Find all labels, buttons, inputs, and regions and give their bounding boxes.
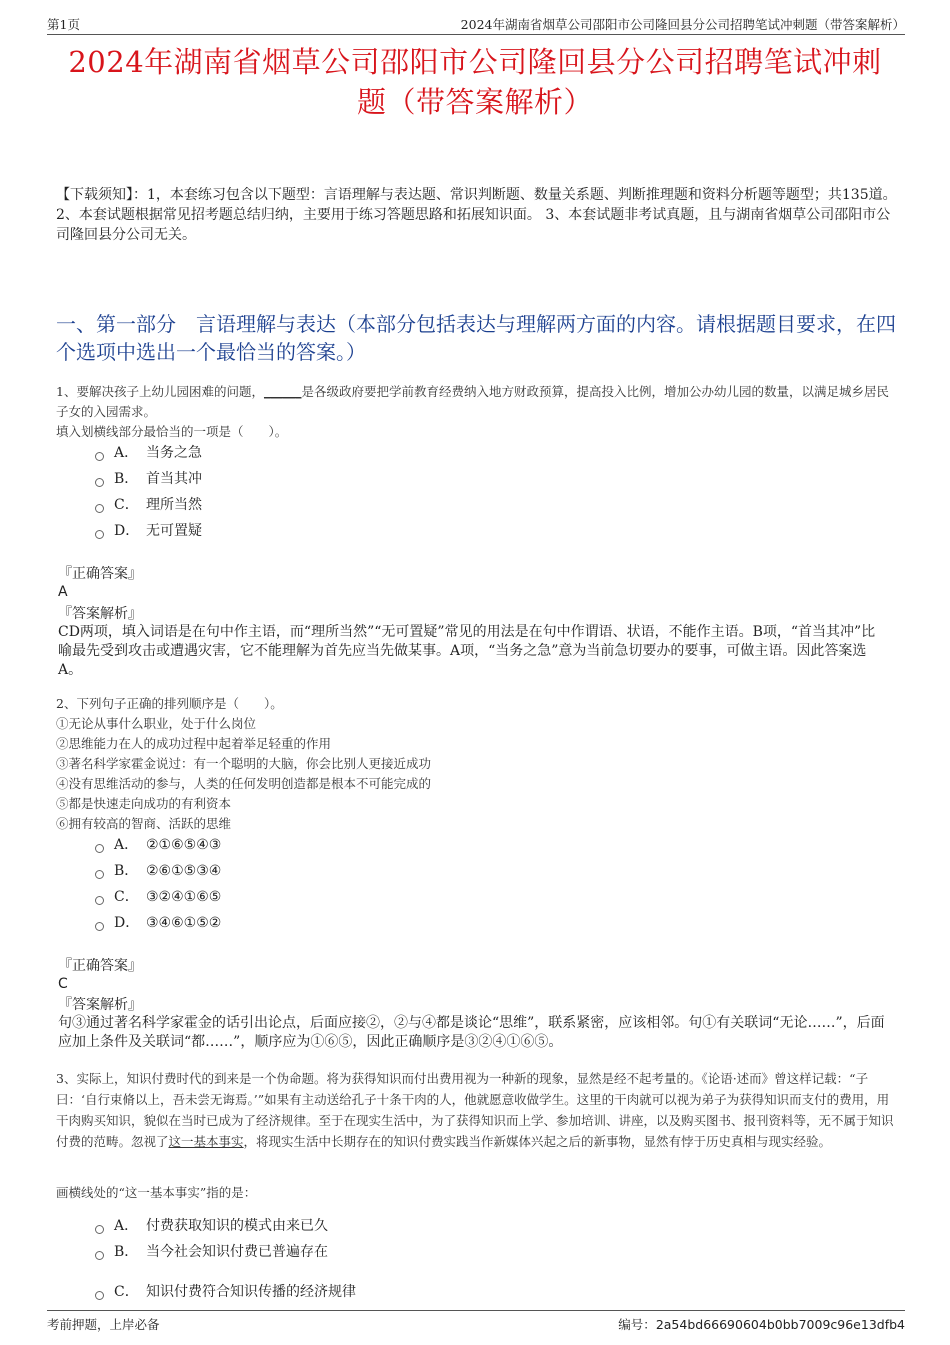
option-letter: C． xyxy=(114,1284,139,1300)
q1-option-c[interactable] xyxy=(95,494,202,516)
q2-correct-label: 『正确答案』 xyxy=(58,958,142,974)
q3-option-c[interactable] xyxy=(95,1281,356,1303)
q3-option-b[interactable] xyxy=(95,1241,328,1263)
q1-correct-label: 『正确答案』 xyxy=(58,566,142,582)
page-number: 第1页 xyxy=(47,17,80,32)
q1-option-a[interactable] xyxy=(95,442,202,464)
option-letter: D． xyxy=(114,523,140,539)
q2-line: ②思维能力在人的成功过程中起着举足轻重的作用 xyxy=(56,736,332,751)
option-letter: C． xyxy=(114,889,139,905)
radio-icon[interactable] xyxy=(95,452,104,461)
title-line-1: 2024年湖南省烟草公司邵阳市公司隆回县分公司招聘笔试冲刺 xyxy=(68,45,882,79)
footer-code xyxy=(618,1315,905,1333)
page-footer xyxy=(47,1310,905,1335)
radio-icon[interactable] xyxy=(95,1251,104,1260)
radio-icon[interactable] xyxy=(95,1291,104,1300)
q1-option-d[interactable] xyxy=(95,520,202,542)
header-doc-title: 2024年湖南省烟草公司邵阳市公司隆回县分公司招聘笔试冲刺题（带答案解析） xyxy=(460,17,905,32)
document-title xyxy=(40,42,910,122)
q2-option-a[interactable] xyxy=(95,834,221,856)
option-text: 理所当然 xyxy=(146,497,202,513)
option-text: ②⑥①⑤③④ xyxy=(146,863,222,879)
q1-analysis-label: 『答案解析』 xyxy=(58,606,142,622)
option-letter: B． xyxy=(114,1244,139,1260)
q2-analysis-label: 『答案解析』 xyxy=(58,997,142,1013)
q1-answer: A xyxy=(58,584,68,600)
q2-answer: C xyxy=(58,976,68,992)
q2-analysis: 句③通过著名科学家霍金的话引出论点，后面应接②，②与④都是谈论“思维”，联系紧密，应该相邻。句①有关联词“无论……”，后面应加上条件及关联词“都……”，顺序应为①⑥⑤，因此正确顺序是③②④①⑥⑤。 xyxy=(58,1015,885,1050)
q3-option-a[interactable] xyxy=(95,1215,328,1237)
q2-line: ⑥拥有较高的智商、活跃的思维 xyxy=(56,816,232,831)
q1-option-b[interactable] xyxy=(95,468,202,490)
option-letter: B． xyxy=(114,471,139,487)
radio-icon[interactable] xyxy=(95,530,104,539)
question-1-prompt: 填入划横线部分最恰当的一项是（ ）。 xyxy=(56,424,288,439)
option-text: 知识付费符合知识传播的经济规律 xyxy=(146,1284,356,1300)
option-text: 当今社会知识付费已普遍存在 xyxy=(146,1244,328,1260)
code-value: 2a54bd66690604b0bb7009c96e13dfb4 xyxy=(655,1317,905,1332)
q2-option-b[interactable] xyxy=(95,860,221,882)
question-3-stem xyxy=(56,1068,901,1152)
q2-option-c[interactable] xyxy=(95,886,221,908)
q1-stem-part-a: 1、要解决孩子上幼儿园困难的问题， xyxy=(56,384,264,399)
option-letter: A． xyxy=(114,1218,139,1234)
q1-stem-part-b: 是各级政府要把学前教育经费纳入地方财政预算，提高投入比例，增加公办幼儿园的数量，以满足城乡居民子女的入园需求。 xyxy=(56,384,889,419)
radio-icon[interactable] xyxy=(95,844,104,853)
option-text: ③④⑥①⑤② xyxy=(146,915,222,931)
q2-line: ④没有思维活动的参与，人类的任何发明创造都是根本不可能完成的 xyxy=(56,776,432,791)
q3-underlined-phrase: 这一基本事实 xyxy=(168,1134,244,1149)
q2-line: ⑤都是快速走向成功的有利资本 xyxy=(56,796,232,811)
option-text: ③②④①⑥⑤ xyxy=(146,889,222,905)
option-text: ②①⑥⑤④③ xyxy=(146,837,222,853)
question-3-prompt: 画横线处的“这一基本事实”指的是： xyxy=(56,1185,257,1200)
page-header xyxy=(47,14,905,35)
radio-icon[interactable] xyxy=(95,870,104,879)
q2-line: ③著名科学家霍金说过：有一个聪明的大脑，你会比别人更接近成功 xyxy=(56,756,432,771)
q2-line: ①无论从事什么职业，处于什么岗位 xyxy=(56,716,257,731)
option-letter: B． xyxy=(114,863,139,879)
code-label: 编号： xyxy=(618,1317,656,1332)
footer-slogan: 考前押题，上岸必备 xyxy=(47,1317,160,1332)
option-text: 无可置疑 xyxy=(146,523,202,539)
option-text: 付费获取知识的模式由来已久 xyxy=(146,1218,328,1234)
option-letter: D． xyxy=(114,915,140,931)
question-1-stem xyxy=(56,382,901,422)
q3-stem-part-a: 3、实际上，知识付费时代的到来是一个伪命题。将为获得知识而付出费用视为一种新的现象，显然是经不起考量的。《论语·述而》曾这样记载：“子曰：‘自行束脩以上，吾未尝无诲焉。’”如果有主动送给孔子十条干肉的人，他就愿意收做学生。这里的干肉就可以视为弟子为获得知识而支付的费用，用干肉购买知识，貌似在当时已成为了经济规律。至于在现实生活中，为了获得知识而上学、参加培训、讲座，以及购买图书、报刊资料等，无不属于知识付费的范畴。忽视了 xyxy=(56,1071,894,1149)
q1-analysis: CD两项，填入词语是在句中作主语，而“理所当然”“无可置疑”常见的用法是在句中作谓语、状语，不能作主语。B项，“首当其冲”比喻最先受到攻击或遭遇灾害，它不能理解为首先应当先做某事。A项，“当务之急”意为当前急切要办的要事，可做主语。因此答案选A。 xyxy=(58,624,876,678)
question-2-stem: 2、下列句子正确的排列顺序是（ ）。 xyxy=(56,696,283,711)
option-text: 首当其冲 xyxy=(146,471,202,487)
q3-stem-part-b: ，将现实生活中长期存在的知识付费实践当作新媒体兴起之后的新事物，显然有悖于历史真相与现实经验。 xyxy=(243,1134,832,1149)
option-text: 当务之急 xyxy=(146,445,202,461)
option-letter: A． xyxy=(114,837,139,853)
radio-icon[interactable] xyxy=(95,922,104,931)
radio-icon[interactable] xyxy=(95,896,104,905)
radio-icon[interactable] xyxy=(95,478,104,487)
title-line-2: 题（带答案解析） xyxy=(356,85,593,119)
download-notice: 【下载须知】：1，本套练习包含以下题型：言语理解与表达题、常识判断题、数量关系题、判断推理题和资料分析题等题型；共135道。 2、本套试题根据常见招考题总结归纳，主要用于练习答题思路和拓展知识面。 3、本套试题非考试真题，且与湖南省烟草公司邵阳市公司隆回县分公司无关。 xyxy=(56,187,897,243)
option-letter: C． xyxy=(114,497,139,513)
q1-blank: ______ xyxy=(263,384,302,399)
option-letter: A． xyxy=(114,445,139,461)
section-heading: 一、第一部分 言语理解与表达（本部分包括表达与理解两方面的内容。请根据题目要求，在四个选项中选出一个最恰当的答案。） xyxy=(56,312,896,364)
radio-icon[interactable] xyxy=(95,504,104,513)
radio-icon[interactable] xyxy=(95,1225,104,1234)
q2-option-d[interactable] xyxy=(95,912,221,934)
